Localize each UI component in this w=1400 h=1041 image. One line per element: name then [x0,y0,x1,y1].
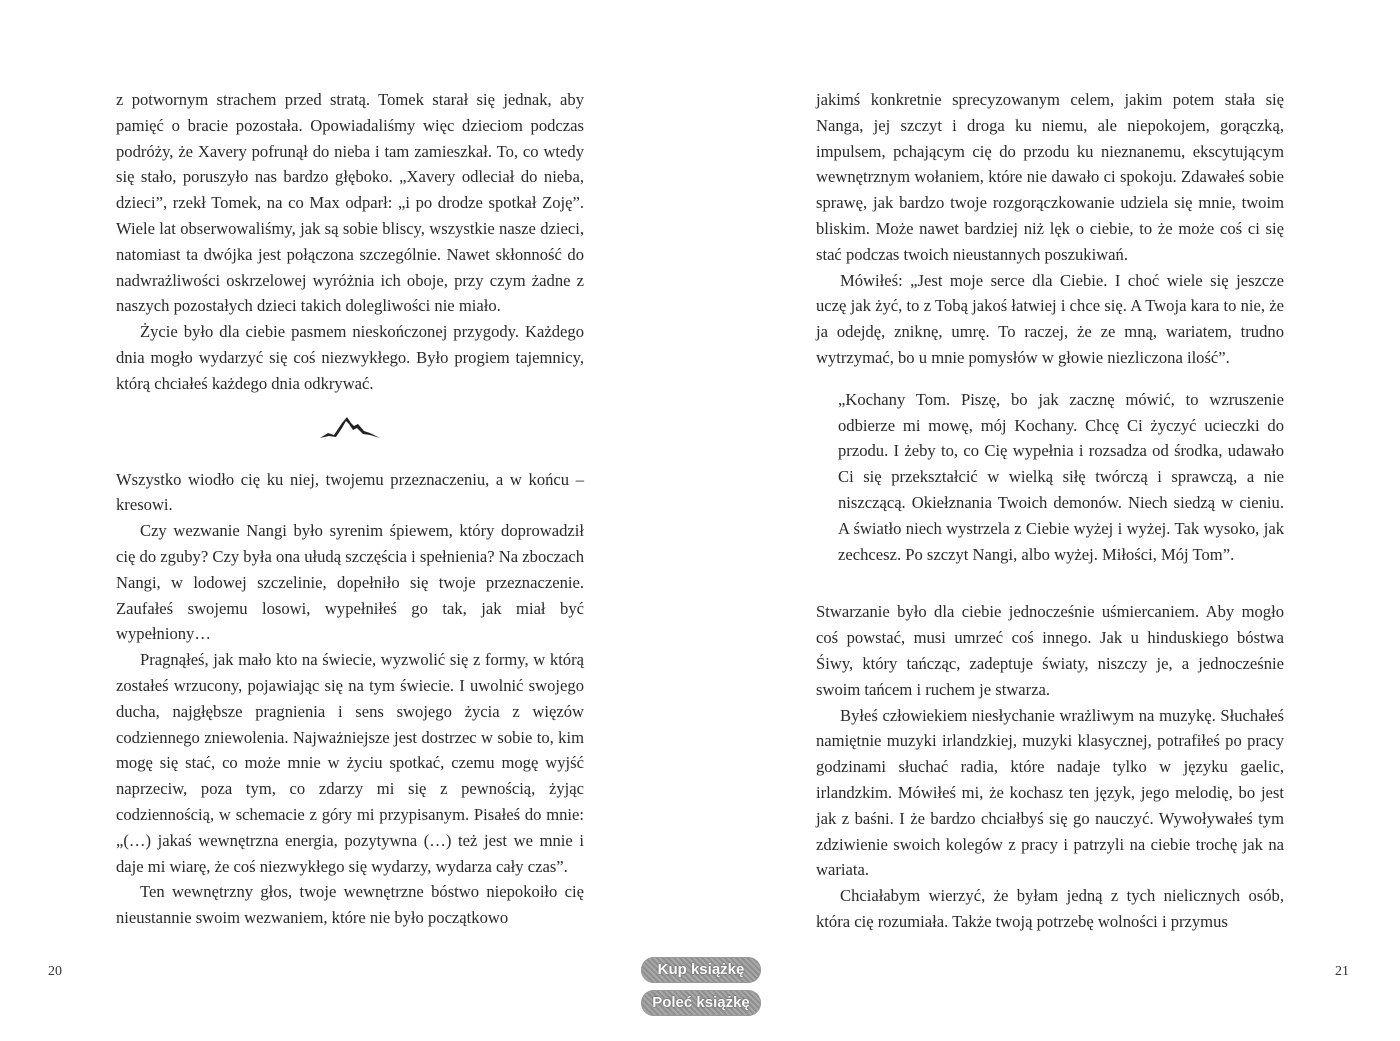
paragraph: Czy wezwanie Nangi było syrenim śpiewem, który doprowadził cię do zguby? Czy była ona ułudą szczęścia i spełnienia? Na zboczach Nangi, w lodowej szczelinie, dopełniło się twoje przeznaczenie. Zaufałeś swojemu losowi, wypełniłeś go tak, jak miał być wypełniony… [116,521,584,644]
paragraph: Stwarzanie było dla ciebie jednocześnie uśmiercaniem. Aby mogło coś powstać, musi umrzeć coś innego. Jak u hinduskiego bóstwa Śiwy, który tańcząc, zadeptuje światy, niszczy je, a jednocześnie swoim tańcem i ruchem je stwarza. [816,602,1284,699]
spacer [816,371,1284,387]
recommend-book-button[interactable]: Poleć książkę [641,990,761,1016]
buy-book-button[interactable]: Kup książkę [641,957,761,983]
paragraph: jakimś konkretnie sprecyzowanym celem, jakim potem stała się Nanga, jej szczyt i droga ku niemu, ale niepokojem, gorączką, impulsem, pchającym cię do przodu ku nieznanemu, ekscytującym wewnętrznym wołaniem, które nie dawało ci spokoju. Zdawałeś sobie sprawę, jak bardzo twoje rozgorączkowanie udziela się mnie, twoim bliskim. Może nawet bardziej niż lęk o ciebie, to że może coś ci się stać podczas twoich nieustannych poszukiwań. [816,90,1284,264]
paragraph: Mówiłeś: „Jest moje serce dla Ciebie. I choć wiele się jeszcze uczę jak żyć, to z Tobą jakoś łatwiej i chce się. A Twoja kara to nie, że ja odejdę, zniknę, umrę. To raczej, że ze mną, wariatem, trudno wytrzymać, bo u mnie pomysłów w głowie niezliczona ilość”. [816,270,1284,367]
left-page [116,87,584,931]
page-number-left: 20 [48,964,62,979]
paragraph: Chciałabym wierzyć, że byłam jedną z tych nielicznych osób, która cię rozumiała. Także twoją potrzebę wolności i przymus [816,886,1284,931]
spacer [816,567,1284,599]
page-number-right: 21 [1335,964,1349,979]
paragraph: Ten wewnętrzny głos, twoje wewnętrzne bóstwo niepokoiło cię nieustannie swoim wezwaniem, które nie było początkowo [116,882,584,928]
paragraph: Byłeś człowiekiem niesłychanie wrażliwym na muzykę. Słuchałeś namiętnie muzyki irlandzkiej, muzyki klasycznej, potrafiłeś po pracy godzinami słuchać radia, które nadaje tylko w języku gaelic, irlandzkim. Mówiłeś mi, że kochasz ten język, jego melodię, bo jest jak z baśni. I że bardzo chciałbyś się go nauczyć. Wywoływałeś tym zdziwienie swoich kolegów z pracy i patrzyli na ciebie trochę jak na wariata. [816,705,1284,880]
letter-quote: „Kochany Tom. Piszę, bo jak zacznę mówić, to wzruszenie odbierze mi mowę, mój Kochany. Chcę Ci życzyć ucieczki do przodu. I żeby to, co Cię wypełnia i rozsadza od środka, udawało Ci się przekształcić w wielką siłę twórczą i sprawczą, a nie niszczącą. Okiełznania Twoich demonów. Niech siedzą w cieniu. A światło niech wystrzela z Ciebie wyżej i wyżej. Tak wysoko, jak zechcesz. Po szczyt Nangi, albo wyżej. Miłości, Mój Tom”. [838,389,1284,564]
paragraph: Życie było dla ciebie pasmem nieskończonej przygody. Każdego dnia mogło wydarzyć się coś niezwykłego. Było progiem tajemnicy, którą chciałeś każdego dnia odkrywać. [116,322,584,393]
paragraph: Pragnąłeś, jak mało kto na świecie, wyzwolić się z formy, w którą zostałeś wrzucony, pojawiając się na tym świecie. I uwolnić swojego ducha, najgłębsze pragnienia i sens swojego życia z więzów codziennego zniewolenia. Najważniejsze jest dostrzec w sobie to, kim mogę się stać, co może mnie w życiu spotkać, czemu mogę wyjść naprzeciw, poza tym, co zdarzy mi się z pewnością, żyjąc codziennością, w schemacie z góry mi przypisanym. Pisałeś do mnie: „(…) jakaś wewnętrzna energia, pozytywna (…) też jest we mnie i daje mi wiarę, że coś niezwykłego się wydarzy, wydarza cały czas”. [116,650,584,876]
mountain-icon [320,413,380,441]
right-page [816,87,1284,935]
paragraph: Wszystko wiodło cię ku niej, twojemu przeznaczeniu, a w końcu – kresowi. [116,469,584,515]
paragraph: z potwornym strachem przed stratą. Tomek starał się jednak, aby pamięć o bracie pozostała. Opowiadaliśmy więc dzieciom podczas podróży, że Xavery pofrunął do nieba i tam zamieszkał. To, co wtedy się stało, poruszyło nas bardzo głęboko. „Xavery odleciał do nieba, dzieci”, rzekł Tomek, na co Max odparł: „i po drodze spotkał Zoję”. Wiele lat obserwowaliśmy, jak są sobie bliscy, wszystkie nasze dzieci, natomiast ta dwójka jest połączona szczególnie. Nawet skłonność do nadwrażliwości oskrzelowej wyróżnia ich oboje, przy czym żadne z naszych pozostałych dzieci takich dolegliwości nie miało. [116,90,584,316]
